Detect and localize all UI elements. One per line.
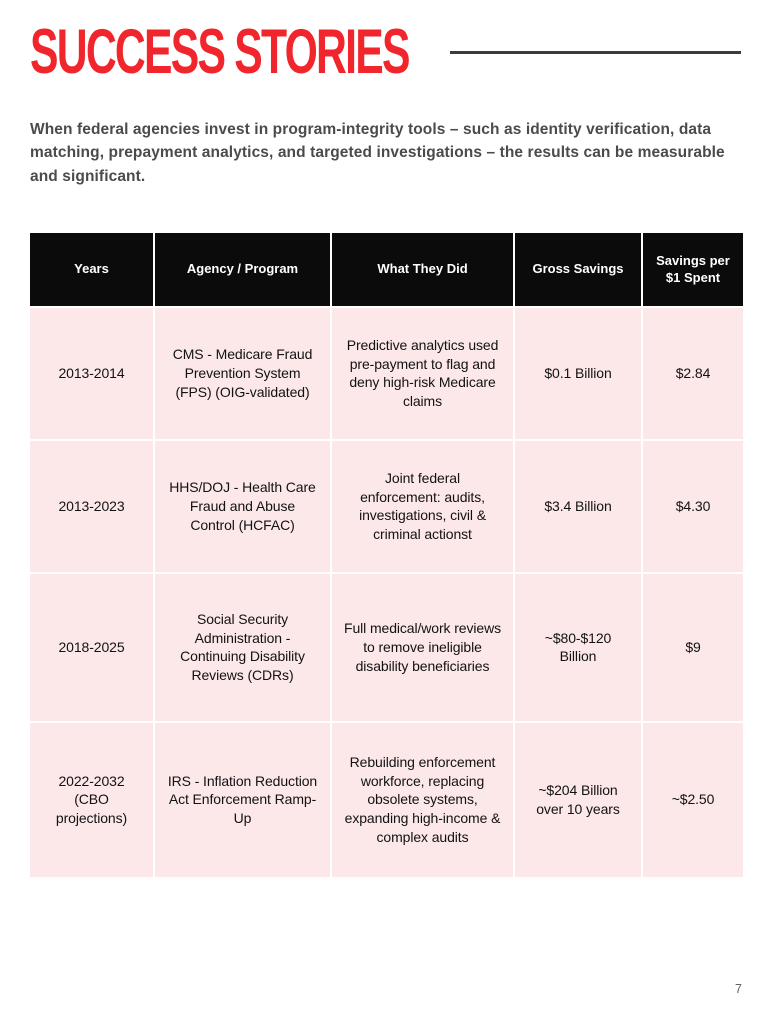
table-cell-gross-savings: ~$80-$120 Billion [515, 574, 641, 721]
page-number: 7 [735, 982, 742, 996]
table-cell-what-they-did: Full medical/work reviews to remove ineligible disability beneficiaries [332, 574, 513, 721]
table-cell-gross-savings: $0.1 Billion [515, 308, 641, 439]
table-cell-years: 2013-2023 [30, 441, 153, 572]
table-cell-what-they-did: Joint federal enforcement: audits, investigations, civil & criminal actionst [332, 441, 513, 572]
page-title: SUCCESS STORIES [30, 15, 409, 86]
table-cell-savings-per-dollar: $9 [643, 574, 743, 721]
table-cell-savings-per-dollar: ~$2.50 [643, 723, 743, 877]
column-header-gross-savings: Gross Savings [515, 233, 641, 306]
table-cell-agency: Social Security Administration - Continuing Disability Reviews (CDRs) [155, 574, 330, 721]
table-cell-what-they-did: Rebuilding enforcement workforce, replacing obsolete systems, expanding high-income & complex audits [332, 723, 513, 877]
table-cell-what-they-did: Predictive analytics used pre-payment to flag and deny high-risk Medicare claims [332, 308, 513, 439]
table-cell-years: 2013-2014 [30, 308, 153, 439]
column-header-savings-per-dollar: Savings per $1 Spent [643, 233, 743, 306]
table-cell-gross-savings: $3.4 Billion [515, 441, 641, 572]
success-stories-table [30, 233, 743, 877]
table-cell-savings-per-dollar: $2.84 [643, 308, 743, 439]
table-cell-agency: IRS - Inflation Reduction Act Enforcement Ramp-Up [155, 723, 330, 877]
document-page [0, 15, 773, 877]
table-cell-years: 2018-2025 [30, 574, 153, 721]
table-cell-gross-savings: ~$204 Billion over 10 years [515, 723, 641, 877]
table-cell-agency: HHS/DOJ - Health Care Fraud and Abuse Control (HCFAC) [155, 441, 330, 572]
table-cell-years: 2022-2032 (CBO projections) [30, 723, 153, 877]
title-rule-line [450, 51, 741, 54]
column-header-years: Years [30, 233, 153, 306]
table-cell-savings-per-dollar: $4.30 [643, 441, 743, 572]
intro-paragraph: When federal agencies invest in program-integrity tools – such as identity verification, data matching, prepayment analytics, and targeted investigations – the results can be measurable and significant. [30, 121, 725, 185]
column-header-what-they-did: What They Did [332, 233, 513, 306]
title-row [30, 15, 743, 86]
table-cell-agency: CMS - Medicare Fraud Prevention System (FPS) (OIG-validated) [155, 308, 330, 439]
column-header-agency-program: Agency / Program [155, 233, 330, 306]
